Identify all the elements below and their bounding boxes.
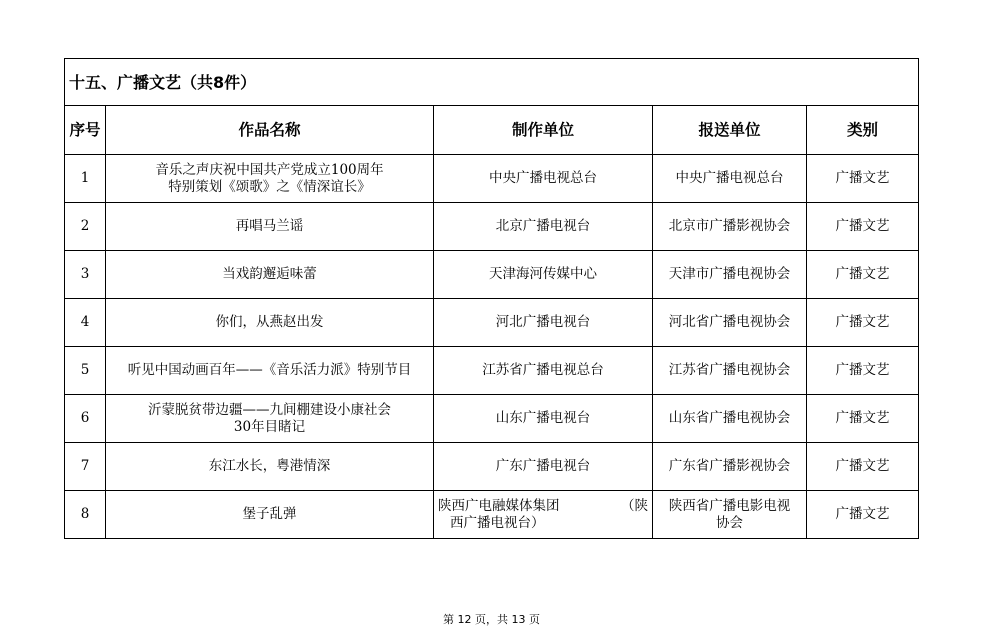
cell-line: 堡子乱弹 bbox=[242, 506, 297, 522]
cell-line: 河北广播电视台 bbox=[495, 314, 591, 330]
table-row bbox=[65, 443, 919, 491]
cell-line: 听见中国动画百年——《音乐活力派》特别节目 bbox=[127, 362, 412, 378]
row-number: 1 bbox=[65, 155, 106, 203]
submitter bbox=[653, 299, 807, 347]
cell-line: 西广播电视台） bbox=[450, 514, 545, 531]
cell-line: 协会 bbox=[716, 514, 743, 531]
work-title bbox=[106, 203, 434, 251]
page-footer: 第 12 页，共 13 页 bbox=[443, 613, 540, 626]
row-number: 4 bbox=[65, 299, 106, 347]
cell-line: 山东广播电视台 bbox=[495, 410, 591, 426]
table-row bbox=[65, 155, 919, 203]
table-row bbox=[65, 203, 919, 251]
row-number: 2 bbox=[65, 203, 106, 251]
cell-line: 江苏省广播电视总台 bbox=[482, 362, 604, 378]
table-row bbox=[65, 491, 919, 539]
category: 广播文艺 bbox=[807, 251, 919, 299]
cell-line bbox=[438, 498, 648, 515]
work-title bbox=[106, 155, 434, 203]
category: 广播文艺 bbox=[807, 203, 919, 251]
work-title bbox=[106, 491, 434, 539]
category: 广播文艺 bbox=[807, 155, 919, 203]
cell-line: 中央广播电视总台 bbox=[675, 170, 784, 186]
cell-line: 30年目睹记 bbox=[233, 418, 306, 435]
table-row bbox=[65, 347, 919, 395]
row-number: 7 bbox=[65, 443, 106, 491]
col-header-category: 类别 bbox=[807, 106, 919, 155]
work-title bbox=[106, 347, 434, 395]
row-number: 6 bbox=[65, 395, 106, 443]
cell-line: 天津海河传媒中心 bbox=[489, 266, 597, 282]
cell-line: 东江水长，粤港情深 bbox=[208, 458, 331, 474]
category: 广播文艺 bbox=[807, 491, 919, 539]
category: 广播文艺 bbox=[807, 395, 919, 443]
cell-line: 音乐之声庆祝中国共产党成立100周年 bbox=[155, 161, 384, 178]
work-title bbox=[106, 443, 434, 491]
submitter bbox=[653, 155, 807, 203]
header-row bbox=[65, 106, 919, 155]
category: 广播文艺 bbox=[807, 347, 919, 395]
col-header-number: 序号 bbox=[65, 106, 106, 155]
cell-line: 北京市广播影视协会 bbox=[668, 218, 791, 234]
producer bbox=[434, 299, 653, 347]
cell-line: 中央广播电视总台 bbox=[489, 170, 597, 186]
cell-line: 北京广播电视台 bbox=[495, 218, 591, 234]
work-title bbox=[106, 395, 434, 443]
row-number: 8 bbox=[65, 491, 106, 539]
producer bbox=[434, 203, 653, 251]
producer bbox=[434, 251, 653, 299]
submitter bbox=[653, 395, 807, 443]
col-header-producer: 制作单位 bbox=[434, 106, 653, 155]
submitter bbox=[653, 251, 807, 299]
category: 广播文艺 bbox=[807, 443, 919, 491]
producer bbox=[434, 155, 653, 203]
producer bbox=[434, 347, 653, 395]
cell-line: 广东省广播影视协会 bbox=[668, 458, 791, 474]
producer bbox=[434, 395, 653, 443]
cell-line: 河北省广播电视协会 bbox=[668, 314, 791, 330]
cell-line: 陕西省广播电影电视 bbox=[668, 497, 791, 514]
submitter bbox=[653, 491, 807, 539]
cell-line: 广东广播电视台 bbox=[495, 458, 591, 474]
table-row bbox=[65, 299, 919, 347]
cell-line: 当戏韵邂逅味蕾 bbox=[222, 266, 317, 282]
cell-line: 你们，从燕赵出发 bbox=[215, 314, 324, 330]
cell-line: 沂蒙脱贫带边疆——九间棚建设小康社会 bbox=[148, 401, 391, 418]
producer bbox=[434, 491, 653, 539]
section-title: 十五、广播文艺（共8件） bbox=[65, 59, 919, 106]
submitter bbox=[653, 443, 807, 491]
section-title-row bbox=[65, 59, 919, 106]
cell-line: 再唱马兰谣 bbox=[235, 218, 304, 234]
cell-line: 天津市广播电视协会 bbox=[668, 266, 791, 282]
cell-line-part: 陕西广电融媒体集团 bbox=[438, 497, 560, 514]
producer bbox=[434, 443, 653, 491]
work-title bbox=[106, 299, 434, 347]
cell-line: 江苏省广播电视协会 bbox=[668, 362, 791, 378]
row-number: 5 bbox=[65, 347, 106, 395]
col-header-submitter: 报送单位 bbox=[653, 106, 807, 155]
awards-table bbox=[64, 58, 919, 539]
cell-line: 山东省广播电视协会 bbox=[668, 410, 791, 426]
cell-line: 特别策划《颂歌》之《情深谊长》 bbox=[168, 178, 371, 195]
submitter bbox=[653, 203, 807, 251]
table-row bbox=[65, 251, 919, 299]
work-title bbox=[106, 251, 434, 299]
col-header-title: 作品名称 bbox=[106, 106, 434, 155]
category: 广播文艺 bbox=[807, 299, 919, 347]
cell-line-part: （陕 bbox=[621, 497, 648, 514]
row-number: 3 bbox=[65, 251, 106, 299]
table-row bbox=[65, 395, 919, 443]
submitter bbox=[653, 347, 807, 395]
